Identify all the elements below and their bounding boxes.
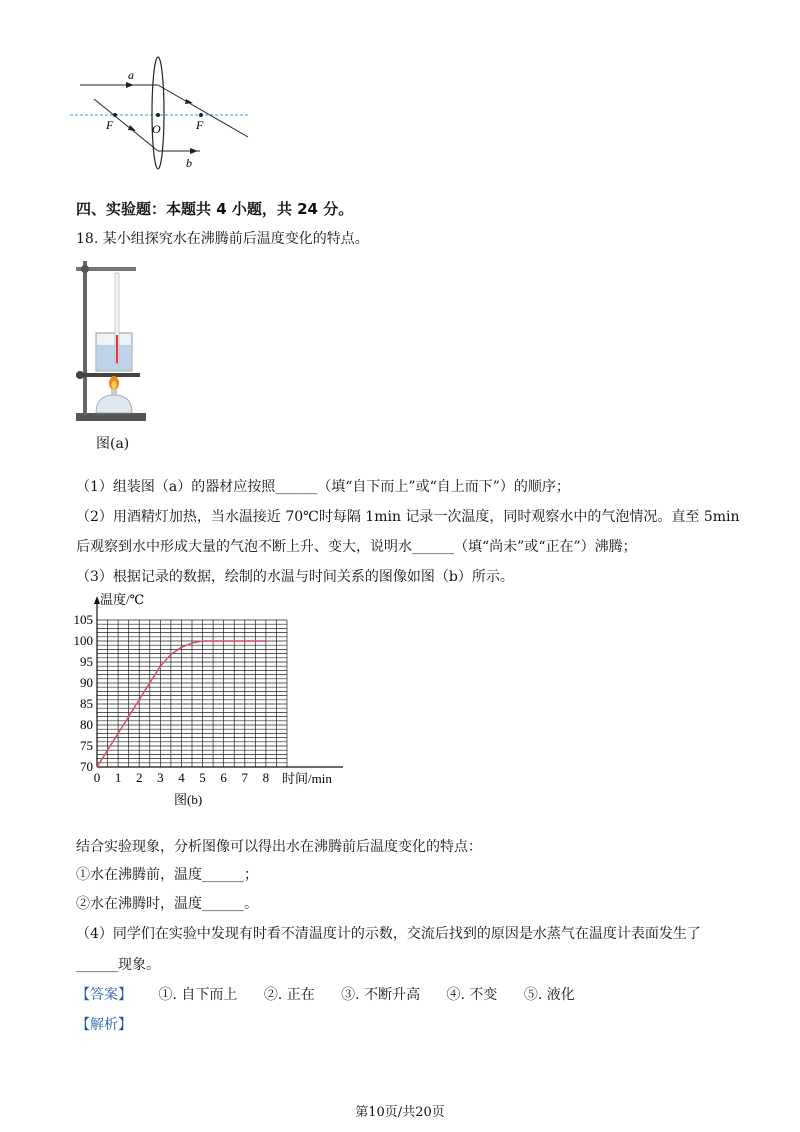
page-footer: 第10页/共20页 — [355, 1105, 445, 1120]
chart-axes — [94, 596, 343, 767]
y-tick-label: 75 — [80, 738, 93, 753]
answer-label: 【答案】 — [76, 987, 132, 1003]
during-boiling: ②水在沸腾时，温度______。 — [76, 896, 258, 912]
x-tick-label: 0 — [93, 770, 101, 785]
answer-2: ②. 正在 — [263, 987, 315, 1003]
analysis-intro: 结合实验现象，分析图像可以得出水在沸腾前后温度变化的特点： — [76, 839, 482, 855]
answer-row — [76, 986, 597, 1004]
question-stem: 18. 某小组探究水在沸腾前后温度变化的特点。 — [76, 231, 369, 247]
lens-diagram — [70, 55, 260, 175]
lens-center-label: O — [152, 122, 161, 136]
focus-left-label: F — [106, 118, 114, 132]
apparatus-figure — [70, 255, 150, 425]
sub-question-2-line1: （2）用酒精灯加热，当水温接近 70℃时每隔 1min 记录一次温度，同时观察水中的气泡情况。直至 5min — [76, 509, 740, 525]
answer-1: ①. 自下而上 — [158, 987, 238, 1003]
chart-ylabel: 温度/℃ — [100, 592, 145, 607]
x-tick-label: 8 — [262, 770, 270, 785]
y-tick-label: 70 — [80, 759, 93, 774]
chart-grid — [97, 620, 287, 767]
focus-right-label: F — [196, 118, 204, 132]
y-tick-label: 80 — [80, 717, 93, 732]
sub-question-3: （3）根据记录的数据，绘制的水温与时间关系的图像如图（b）所示。 — [76, 569, 514, 585]
x-tick-label: 3 — [157, 770, 164, 785]
y-tick-label: 100 — [73, 633, 93, 648]
x-tick-label: 7 — [241, 770, 249, 785]
y-tick-label: 85 — [80, 696, 93, 711]
sub-question-4-line1: （4）同学们在实验中发现有时看不清温度计的示数，交流后找到的原因是水蒸气在温度计表面发生了 — [76, 926, 701, 942]
chart-caption: 图(b) — [174, 792, 203, 807]
sub-question-4-line2: ______现象。 — [76, 957, 160, 973]
chart-xlabel: 时间/min — [282, 771, 332, 786]
x-tick-label: 1 — [114, 770, 122, 785]
figure-a-caption: 图(a) — [96, 436, 130, 452]
y-tick-label: 95 — [80, 654, 93, 669]
x-tick-label: 2 — [135, 770, 143, 785]
answer-4: ④. 不变 — [446, 987, 498, 1003]
x-tick-label: 6 — [220, 770, 227, 785]
y-tick-label: 90 — [80, 675, 93, 690]
sub-question-2-line2: 后观察到水中形成大量的气泡不断上升、变大，说明水______（填“尚未”或“正在”）沸腾； — [76, 539, 637, 555]
section-heading: 四、实验题：本题共 4 小题，共 24 分。 — [76, 200, 354, 218]
x-tick-label: 4 — [178, 770, 185, 785]
analysis-label: 【解析】 — [76, 1017, 132, 1033]
before-boiling: ①水在沸腾前，温度______； — [76, 867, 258, 883]
temperature-time-chart — [60, 590, 350, 815]
x-tick-label: 5 — [199, 770, 206, 785]
chart-tick-labels — [74, 612, 270, 785]
answer-3: ③. 不断升高 — [341, 987, 421, 1003]
y-tick-label: 105 — [73, 612, 93, 627]
ray-a-label: a — [128, 68, 134, 82]
ray-b-label: b — [186, 156, 192, 170]
answer-5: ⑤. 液化 — [523, 987, 575, 1003]
sub-question-1: （1）组装图（a）的器材应按照______（填“自下而上”或“自上而下”）的顺序； — [76, 479, 570, 495]
